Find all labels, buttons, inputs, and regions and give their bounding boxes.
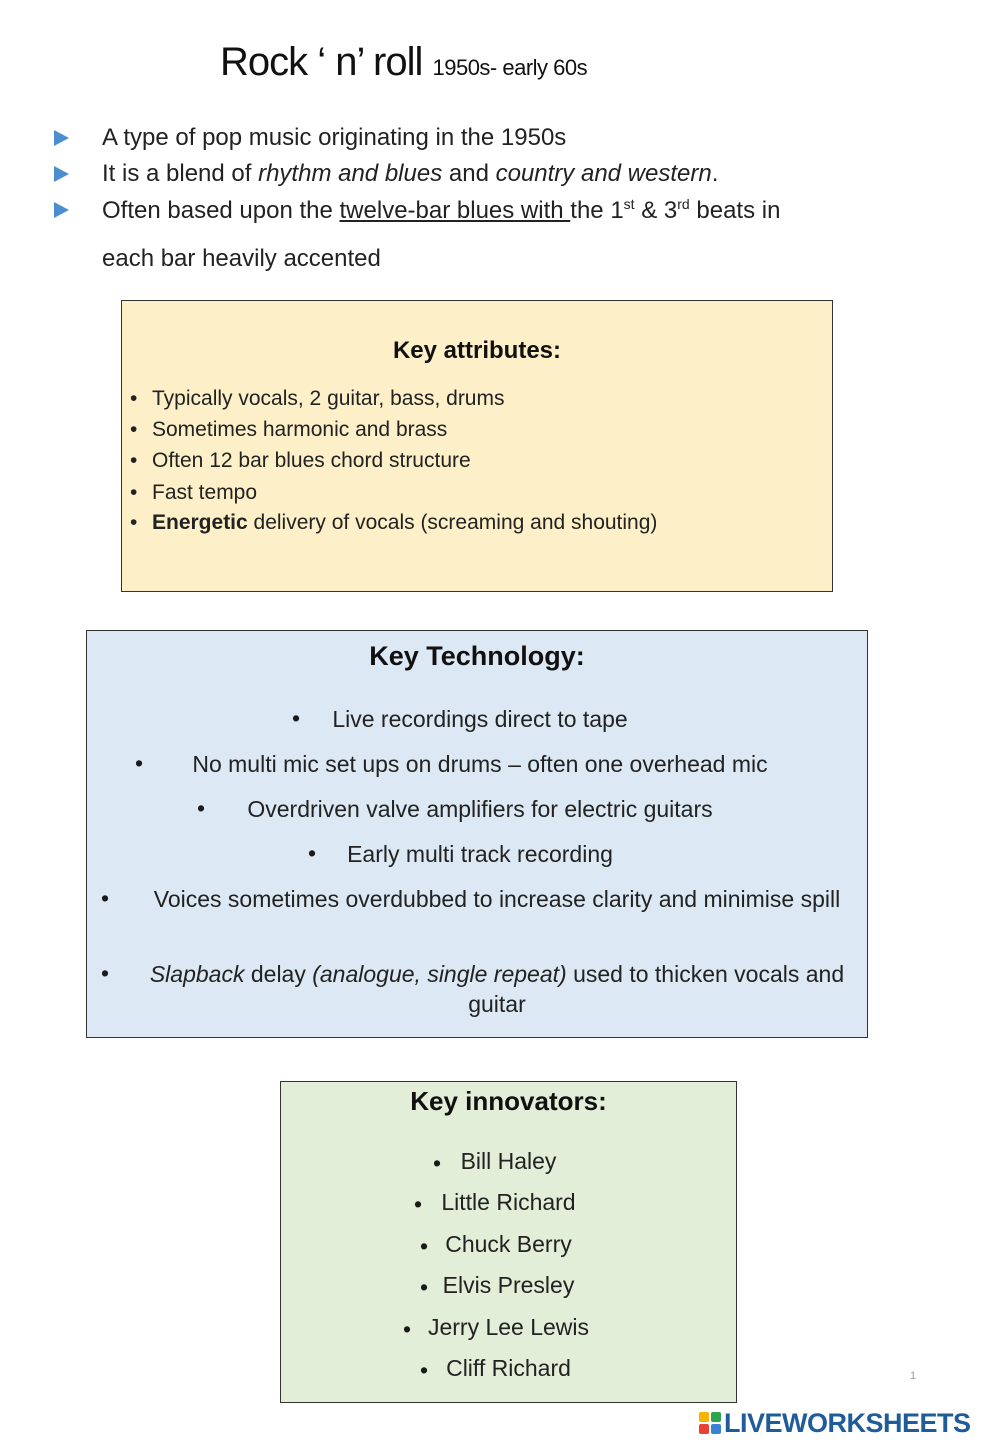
bullet-arrow-icon bbox=[54, 202, 69, 218]
list-item: • Sometimes harmonic and brass bbox=[152, 418, 447, 442]
list-item: • Typically vocals, 2 guitar, bass, drums bbox=[152, 387, 504, 411]
bullet-icon: • bbox=[292, 705, 301, 731]
intro-item-continuation: each bar heavily accented bbox=[102, 245, 381, 272]
intro-item: It is a blend of rhythm and blues and country and western. bbox=[102, 160, 718, 188]
list-item: Early multi track recording bbox=[347, 841, 613, 867]
bullet-icon: • bbox=[420, 1233, 429, 1259]
key-technology-box bbox=[86, 630, 868, 1038]
bullet-icon: • bbox=[420, 1357, 429, 1383]
list-item: Cliff Richard bbox=[446, 1355, 571, 1381]
bullet-icon: • bbox=[414, 1191, 423, 1217]
bullet-icon: • bbox=[101, 885, 110, 911]
key-technology-title: Key Technology: bbox=[369, 641, 585, 671]
list-item: Jerry Lee Lewis bbox=[427, 1314, 590, 1340]
list-item: Little Richard bbox=[441, 1189, 576, 1215]
title-subtitle: 1950s- early 60s bbox=[432, 55, 588, 80]
list-item: Voices sometimes overdubbed to increase clarity and minimise spill bbox=[153, 886, 841, 912]
list-item: • Energetic delivery of vocals (screaming and shouting) bbox=[152, 511, 657, 535]
list-item: • Fast tempo bbox=[152, 481, 257, 505]
bullet-icon: • bbox=[433, 1150, 442, 1176]
list-item: • Often 12 bar blues chord structure bbox=[152, 449, 471, 473]
brand-text: LIVEWORKSHEETS bbox=[724, 1408, 971, 1438]
liveworksheets-logo-icon bbox=[698, 1411, 722, 1435]
intro-item: Often based upon the twelve-bar blues with the 1st & 3rd beats in bbox=[102, 196, 780, 225]
list-item: Elvis Presley bbox=[442, 1272, 575, 1298]
list-item: Chuck Berry bbox=[445, 1231, 572, 1257]
intro-item: A type of pop music originating in the 1950s bbox=[102, 124, 566, 152]
page-title bbox=[220, 40, 587, 85]
key-attributes-box bbox=[121, 300, 833, 592]
bullet-icon: • bbox=[420, 1274, 429, 1300]
bullet-icon: • bbox=[197, 795, 206, 821]
key-attributes-title: Key attributes: bbox=[392, 337, 562, 364]
list-item: Slapback delay (analogue, single repeat) used to thicken vocals and guitar bbox=[149, 961, 845, 1017]
bullet-icon: • bbox=[101, 960, 110, 986]
list-item: No multi mic set ups on drums – often one overhead mic bbox=[192, 751, 768, 777]
bullet-icon: • bbox=[403, 1316, 412, 1342]
list-item: Bill Haley bbox=[460, 1148, 557, 1174]
list-item: Live recordings direct to tape bbox=[332, 706, 628, 732]
page-number: 1 bbox=[910, 1370, 917, 1382]
key-innovators-title: Key innovators: bbox=[410, 1086, 607, 1116]
title-main: Rock ‘ n’ roll bbox=[220, 40, 423, 84]
bullet-arrow-icon bbox=[54, 130, 69, 146]
key-innovators-box bbox=[280, 1081, 737, 1403]
bullet-icon: • bbox=[135, 750, 144, 776]
liveworksheets-logo bbox=[698, 1408, 971, 1439]
bullet-arrow-icon bbox=[54, 166, 69, 182]
list-item: Overdriven valve amplifiers for electric guitars bbox=[247, 796, 713, 822]
bullet-icon: • bbox=[308, 840, 317, 866]
